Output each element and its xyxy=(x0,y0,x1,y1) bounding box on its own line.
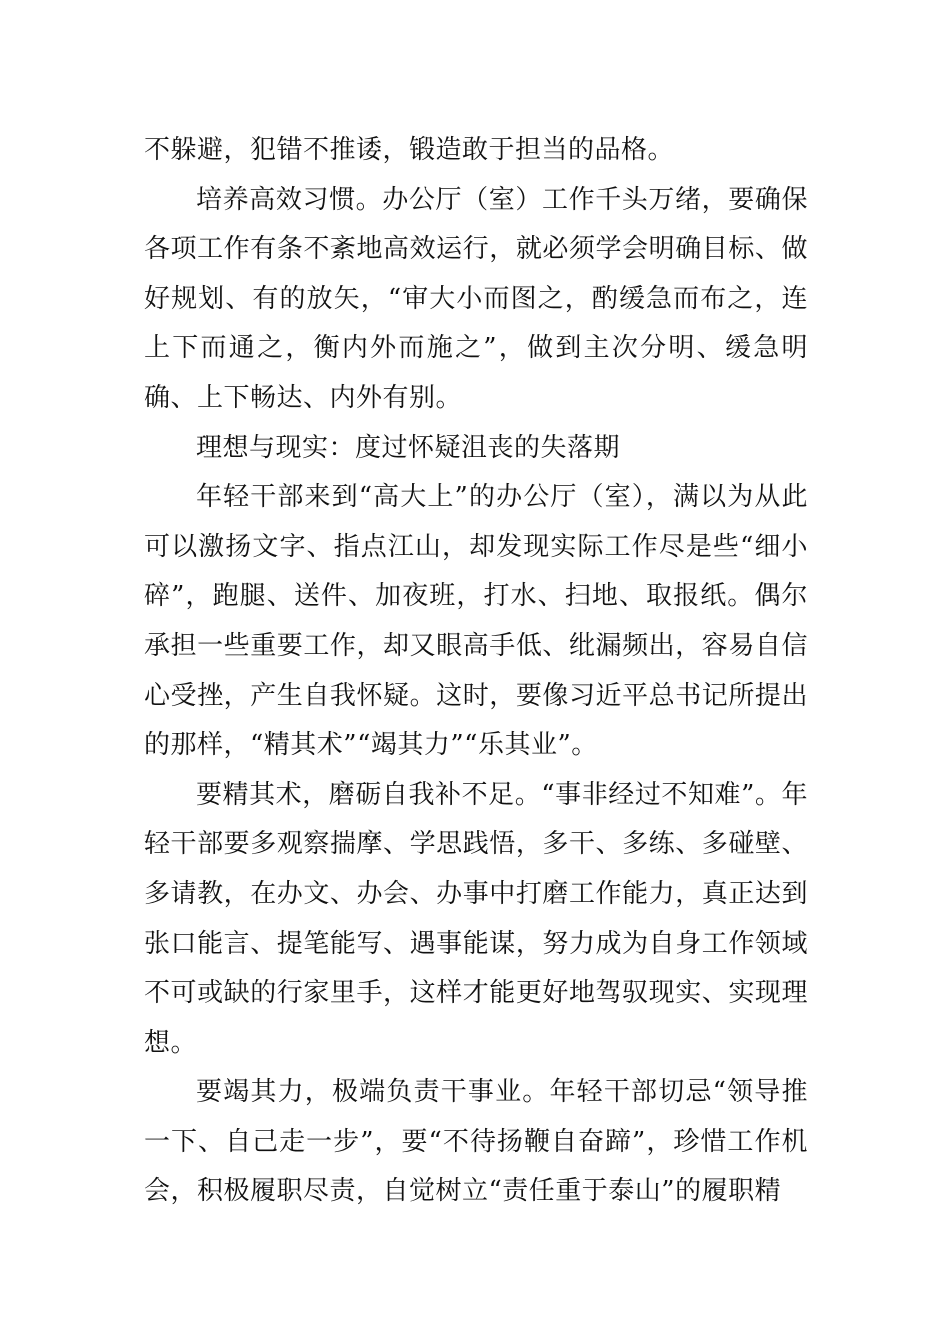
paragraph-continuation: 不躲避，犯错不推诿，锻造敢于担当的品格。 xyxy=(144,135,675,165)
paragraph-efficient-habits: 培养高效习惯。办公厅（室）工作千头万绪，要确保各项工作有条不紊地高效运行，就必须学会明确目标、做好规划、有的放矢，“审大小而图之，酌缓急而布之，连上下而通之，衡内外而施之”，做到主次分明、缓急明确、上下畅达、内外有别。 xyxy=(144,184,808,413)
paragraph-refine-skills: 要精其术，磨砺自我补不足。“事非经过不知难”。年轻干部要多观察揣摩、学思践悟，多干、多练、多碰壁、多请教，在办文、办会、办事中打磨工作能力，真正达到张口能言、提笔能写、遇事能谋，努力成为自身工作领域不可或缺的行家里手，这样才能更好地驾驭现实、实现理想。 xyxy=(144,779,808,1058)
document-body xyxy=(144,126,808,1217)
section-heading: 理想与现实：度过怀疑沮丧的失落期 xyxy=(196,432,621,463)
paragraph-exert-effort: 要竭其力，极端负责干事业。年轻干部切忌“领导推一下、自己走一步”，要“不待扬鞭自奋蹄”，珍惜工作机会，积极履职尽责，自觉树立“责任重于泰山”的履职精 xyxy=(144,1077,808,1207)
paragraph-young-cadres: 年轻干部来到“高大上”的办公厅（室），满以为从此可以激扬文字、指点江山，却发现实际工作尽是些“细小碎”，跑腿、送件、加夜班，打水、扫地、取报纸。偶尔承担一些重要工作，却又眼高手低、纰漏频出，容易自信心受挫，产生自我怀疑。这时，要像习近平总书记所提出的那样，“精其术”“竭其力”“乐其业”。 xyxy=(144,482,808,761)
